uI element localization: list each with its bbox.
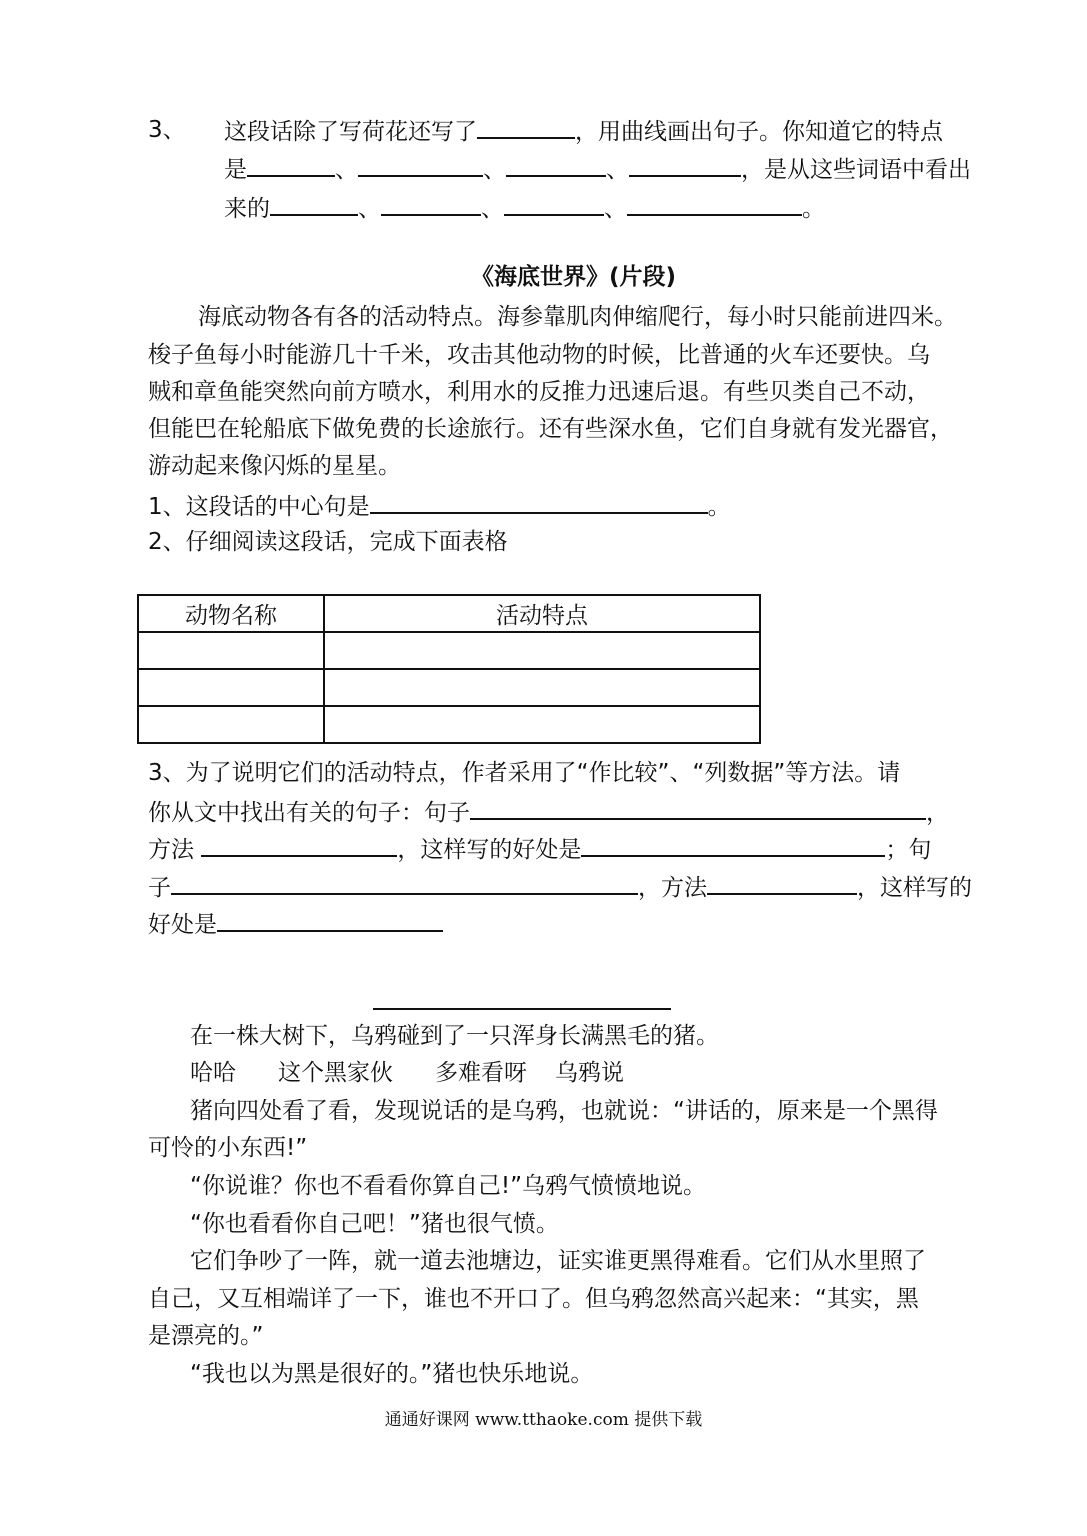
story-line: 自己，又互相端详了一下，谁也不开口了。但乌鸦忽然高兴起来：“其实，黑 [148,1286,919,1312]
table-cell[interactable] [138,706,324,743]
answer-blank[interactable] [358,153,483,177]
question-3-line-2-end: ， [926,800,949,826]
passage-title-text: 《海底世界》(片段) [470,264,677,290]
table-header-row [138,595,760,632]
table-cell[interactable] [324,632,760,669]
question-3-line-2 [148,796,949,828]
passage-line: 但能巴在轮船底下做免费的长途旅行。还有些深水鱼，它们自身就有发光器官， [148,416,953,442]
question-3-line-2-text: 你从文中找出有关的句子：句子 [148,800,470,826]
answer-blank[interactable] [370,490,708,514]
animal-table [137,594,761,744]
answer-blank[interactable] [201,833,397,857]
answer-blank[interactable] [506,153,606,177]
separator: 、 [606,157,629,183]
separator: 、 [358,196,381,222]
separator: 、 [335,157,358,183]
table-row [138,669,760,706]
q3-line-1-text: 这段话除了写荷花还写了 [224,119,477,145]
table-row [138,706,760,743]
question-2: 2、仔细阅读这段话，完成下面表格 [148,529,508,555]
story-line: 可怜的小东西!” [148,1135,308,1161]
story-line: 猪向四处看了看，发现说话的是乌鸦，也就说：“讲话的，原来是一个黑得 [190,1098,938,1124]
passage-title [0,262,1087,292]
story-line: “我也以为黑是很好的。”猪也快乐地说。 [190,1361,594,1387]
answer-blank[interactable] [504,192,604,216]
footer-text: 通通好课网 www.tthaoke.com 提供下载 [384,1410,703,1430]
answer-blank[interactable] [477,115,575,139]
q3-line-2 [224,153,971,185]
story-line: 在一株大树下，乌鸦碰到了一只浑身长满黑毛的猪。 [190,1023,719,1049]
q3-line-3 [224,192,825,224]
separator: 、 [483,157,506,183]
story-fragment: 这个黑家伙 [278,1060,393,1086]
table-header-feature: 活动特点 [324,595,760,632]
passage-line: 贼和章鱼能突然向前方喷水，利用水的反推力迅速后退。有些贝类自己不动， [148,379,930,405]
answer-blank[interactable] [171,871,638,895]
answer-blank[interactable] [581,833,885,857]
story-fragment: 哈哈 [190,1060,236,1086]
question-3-line-3 [148,833,931,865]
question-3-line-4 [148,871,972,903]
question-3-method-label: ，方法 [638,875,707,901]
table-cell[interactable] [138,632,324,669]
table-header-animal: 动物名称 [138,595,324,632]
passage-line: 海底动物各有各的活动特点。海参靠肌肉伸缩爬行，每小时只能前进四米。 [198,304,957,330]
q3-line-3-start: 来的 [224,196,270,222]
story-line-dialogue [190,1058,624,1088]
answer-blank[interactable] [217,908,443,932]
question-3-line-3-end: ；句 [885,837,932,863]
question-3-line-1: 3、为了说明它们的活动特点，作者采用了“作比较”、“列数据”等方法。请 [148,760,901,786]
answer-blank[interactable] [381,192,481,216]
separator: 、 [604,196,627,222]
story-line: 是漂亮的。” [148,1323,264,1349]
question-3-method-label: 方法 [148,837,194,863]
passage-line: 梭子鱼每小时能游几十千米，攻击其他动物的时候，比普通的火车还要快。乌 [148,342,930,368]
q3-line-2-start: 是 [224,157,247,183]
q3-line-3-end: 。 [802,196,825,222]
answer-blank[interactable] [270,192,358,216]
table-row [138,632,760,669]
answer-blank[interactable] [470,796,926,820]
question-1-end: 。 [707,494,731,520]
question-1-text: 1、这段话的中心句是 [148,494,370,520]
q3-line-2-end: ，是从这些词语中看出 [741,157,971,183]
question-3-line-5 [148,908,443,940]
question-3-benefit-label: ，这样写的好处是 [397,837,582,863]
answer-blank[interactable] [707,871,857,895]
table-cell[interactable] [138,669,324,706]
q3-number: 3、 [148,117,186,143]
question-3-line-4-end: ，这样写的 [857,875,972,901]
question-1 [148,490,731,522]
story-fragment: 多难看呀 [435,1060,527,1086]
q3-line-1-end: ，用曲线画出句子。你知道它的特点 [575,119,943,145]
story-line: 它们争吵了一阵，就一道去池塘边，证实谁更黑得难看。它们从水里照了 [190,1248,926,1274]
separator: 、 [481,196,504,222]
story-fragment: 乌鸦说 [555,1060,624,1086]
story-line: “你说谁？你也不看看你算自己!”乌鸦气愤愤地说。 [190,1173,707,1199]
question-3-line-4-start: 子 [148,875,171,901]
table-cell[interactable] [324,706,760,743]
question-3-benefit-label: 好处是 [148,912,217,938]
story-line: “你也看看你自己吧！”猪也很气愤。 [190,1211,559,1237]
answer-blank[interactable] [629,153,741,177]
story-title-blank[interactable] [373,1008,671,1010]
answer-blank[interactable] [627,192,802,216]
passage-line: 游动起来像闪烁的星星。 [148,453,401,479]
table-cell[interactable] [324,669,760,706]
answer-blank[interactable] [247,153,335,177]
q3-line-1 [224,115,943,147]
